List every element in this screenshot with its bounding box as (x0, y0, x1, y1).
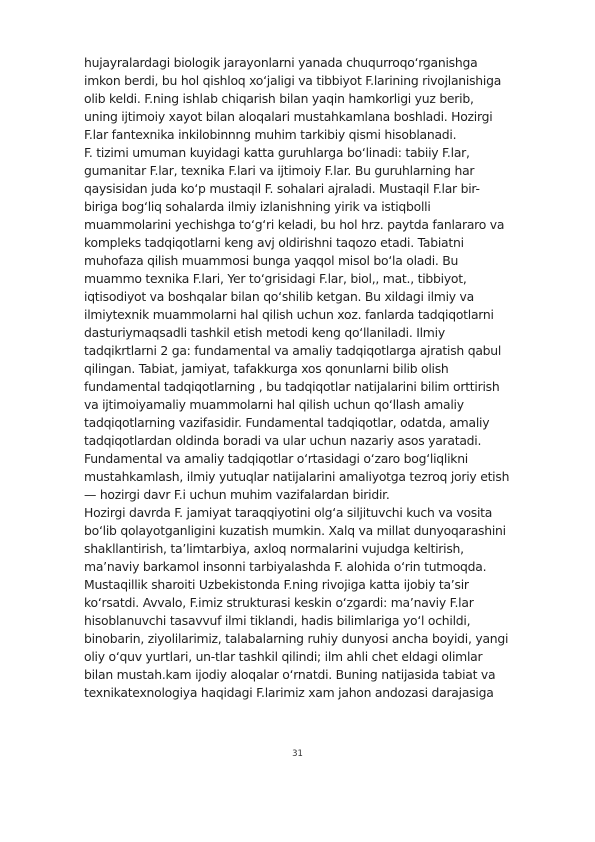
text-line: hujayralardagi biologik jarayonlarni yanada chuqurroqo‘rganishga (84, 55, 478, 70)
text-line: muammolarini yechishga to‘g‘ri keladi, bu hol hrz. paytda fanlararo va (84, 217, 505, 232)
text-line: muhofaza qilish muammosi bunga yaqqol misol bo‘la oladi. Bu (84, 253, 459, 268)
text-line: tadqiqotlardan oldinda boradi va ular uchun nazariy asos yaratadi. (84, 433, 482, 448)
text-line: dasturiymaqsadli tashkil etish metodi keng qo‘llaniladi. Ilmiy (84, 325, 445, 340)
text-line: Hozirgi davrda F. jamiyat taraqqiyotini olg‘a siljituvchi kuch va vosita (84, 505, 493, 520)
text-line: ilmiytexnik muammolarni hal qilish uchun xoz. fanlarda tadqiqotlarni (84, 307, 494, 322)
text-line: muammo texnika F.lari, Yer to‘grisidagi F.lar, biol,, mat., tibbiyot, (84, 271, 467, 286)
text-line: olib keldi. F.ning ishlab chiqarish bilan yaqin hamkorligi yuz berib, (84, 91, 474, 106)
text-line: mustahkamlash, ilmiy yutuqlar natijalarini amaliyotga tezroq joriy etish (84, 469, 510, 484)
page-number: 31 (292, 749, 303, 759)
text-line: kompleks tadqiqotlarni keng avj oldirishni taqozo etadi. Tabiatni (84, 235, 464, 250)
text-line: qaysisidan juda ko‘p mustaqil F. sohalari ajraladi. Mustaqil F.lar bir- (84, 181, 480, 196)
text-line: binobarin, ziyolilarimiz, talabalarning ruhiy dunyosi ancha boyidi, yangi (84, 631, 509, 646)
body-text (84, 54, 554, 702)
text-line: ma’naviy barkamol insonni tarbiyalashda F. alohida o‘rin tutmoqda. (84, 559, 487, 574)
text-line: oliy o‘quv yurtlari, un-tlar tashkil qilindi; ilm ahli chet eldagi olimlar (84, 649, 483, 664)
text-line: texnikatexnologiya haqidagi F.larimiz xam jahon andozasi darajasiga (84, 685, 494, 700)
text-line: va ijtimoiyamaliy muammolarni hal qilish uchun qo‘llash amaliy (84, 397, 464, 412)
text-line: F. tizimi umuman kuyidagi katta guruhlarga bo‘linadi: tabiiy F.lar, (84, 145, 470, 160)
text-line: tadqikrtlarni 2 ga: fundamental va amaliy tadqiqotlarga ajratish qabul (84, 343, 502, 358)
text-line: Fundamental va amaliy tadqiqotlar o‘rtasidagi o‘zaro bog‘liqlikni (84, 451, 468, 466)
text-line: uning ijtimoiy xayot bilan aloqalari mustahkamlana boshladi. Hozirgi (84, 109, 493, 124)
text-line: iqtisodiyot va boshqalar bilan qo‘shilib ketgan. Bu xildagi ilmiy va (84, 289, 474, 304)
text-line: tadqiqotlarning vazifasidir. Fundamental tadqiqotlar, odatda, amaliy (84, 415, 490, 430)
text-line: Mustaqillik sharoiti Uzbekistonda F.ning rivojiga katta ijobiy ta’sir (84, 577, 469, 592)
text-line: fundamental tadqiqotlarning , bu tadqiqotlar natijalarini bilim orttirish (84, 379, 500, 394)
text-line: — hozirgi davr F.i uchun muhim vazifalardan biridir. (84, 487, 390, 502)
text-line: ko‘rsatdi. Avvalo, F.imiz strukturasi keskin o‘zgardi: ma’naviy F.lar (84, 595, 474, 610)
text-line: qilingan. Tabiat, jamiyat, tafakkurga xos qonunlarni bilib olish (84, 361, 449, 376)
text-line: imkon berdi, bu hol qishloq xo‘jaligi va tibbiyot F.larining rivojlanishiga (84, 73, 502, 88)
text-line: biriga bog‘liq sohalarda ilmiy izlanishning yirik va istiqbolli (84, 199, 431, 214)
text-line: hisoblanuvchi tasavvuf ilmi tiklandi, hadis bilimlariga yo‘l ochildi, (84, 613, 471, 628)
text-line: shakllantirish, ta’limtarbiya, axloq normalarini vujudga keltirish, (84, 541, 464, 556)
text-line: F.lar fantexnika inkilobinnng muhim tarkibiy qismi hisoblanadi. (84, 127, 457, 142)
text-line: bilan mustah.kam ijodiy aloqalar o‘rnatdi. Buning natijasida tabiat va (84, 667, 496, 682)
text-line: gumanitar F.lar, texnika F.lari va ijtimoiy F.lar. Bu guruhlarning har (84, 163, 475, 178)
text-line: bo‘lib qolayotganligini kuzatish mumkin. Xalq va millat dunyoqarashini (84, 523, 506, 538)
